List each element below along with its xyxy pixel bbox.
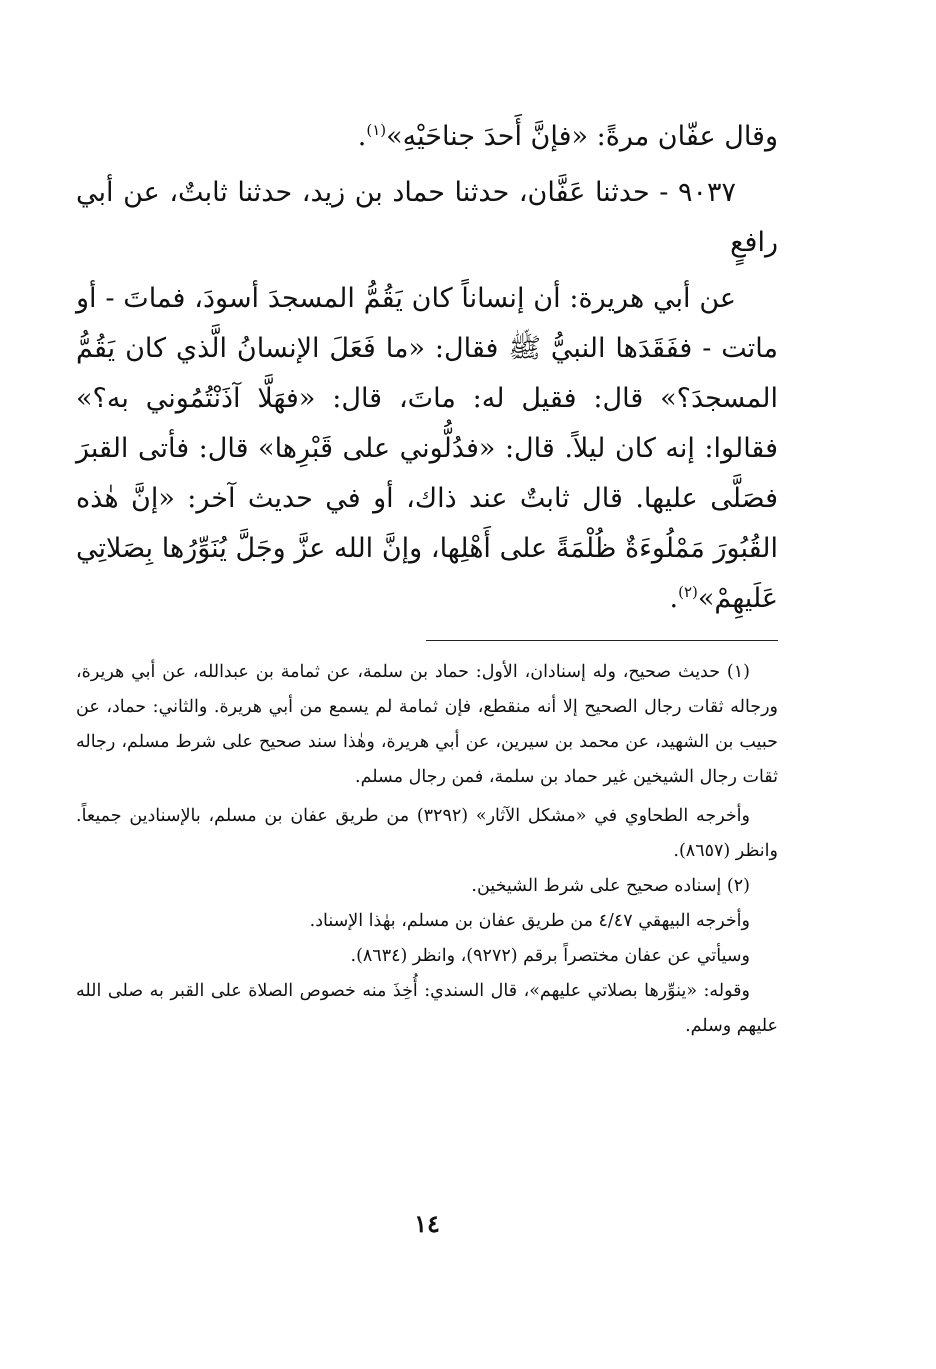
footnote-2-para-2: وأخرجه البيهقي ٤/٤٧ من طريق عفان بن مسلم، بهٰذا الإسناد. — [309, 911, 750, 931]
hadith-paragraph-text: عن أبي هريرة: أن إنساناً كان يَقُمُّ المسجدَ أسودَ، فماتَ - أو ماتت - ففَقَدَها النبيُّ ﷺ فقال: «ما فَعَلَ الإنسانُ الَّذي كان يَقُمُّ المسجدَ؟» قال: فقيل له: ماتَ، قال: «فهَلَّا آذَنْتُمُوني به؟» فقالوا: إنه كان ليلاً. قال: «فدُلُّوني على قَبْرِها» قال: فأتى القبرَ فصَلَّى عليها. قال ثابتٌ عند ذاك، أو في حديث آخر: «إنَّ هٰذه القُبُورَ مَمْلُوءَةٌ ظُلْمَةً على أَهْلِها، وإنَّ الله عزَّ وجَلَّ يُنَوِّرُها بِصَلاتِي عَلَيهِمْ» — [76, 283, 778, 614]
footnote-2-para-3: وسيأتي عن عفان مختصراً برقم (٩٢٧٢)، وانظر (٨٦٣٤). — [350, 946, 750, 966]
hadith-paragraph-end: . — [669, 583, 679, 614]
main-line-1-text: وقال عفّان مرةً: «فإنَّ أَحدَ جناحَيْهِ» — [386, 121, 778, 152]
footnote-ref-1: (١) — [366, 121, 387, 139]
footnote-1-para-1: (١) حديث صحيح، وله إسنادان، الأول: حماد بن سلمة، عن ثمامة بن عبدالله، عن أبي هريرة، ورجاله ثقات رجال الصحيح إلا أنه منقطع، فإن ثمامة لم يسمع من أبي هريرة. والثاني: حماد، عن حبيب بن الشهيد، عن محمد بن سيرين، عن أبي هريرة، وهٰذا سند صحيح على شرط مسلم، رجاله ثقات رجال الشيخين غير حماد بن سلمة، فمن رجال مسلم. — [76, 662, 778, 787]
book-page — [76, 112, 778, 1262]
footnote-2-para-4: وقوله: «ينوِّرها بصلاتي عليهم»، قال السندي: أُخِذَ منه خصوص الصلاة على القبر به صلى الله عليهم وسلم. — [76, 981, 778, 1036]
hadith-paragraph — [76, 274, 778, 624]
footnote-divider — [426, 640, 778, 641]
page-number: ١٤ — [414, 1209, 440, 1238]
hadith-chain: ٩٠٣٧ - حدثنا عَفَّان، حدثنا حماد بن زيد، حدثنا ثابتٌ، عن أبي رافعٍ — [76, 177, 778, 258]
footnote-1-para-2: وأخرجه الطحاوي في «مشكل الآثار» (٣٢٩٢) من طريق عفان بن مسلم، بالإسنادين جميعاً. وانظر (٨٦٥٧). — [76, 806, 778, 861]
main-text — [76, 112, 778, 624]
footnotes — [76, 655, 778, 1044]
footnote-2-para-1: (٢) إسناده صحيح على شرط الشيخين. — [471, 876, 750, 896]
footnote-ref-2: (٢) — [678, 583, 698, 601]
main-line-1-end: . — [357, 121, 367, 152]
main-line-1 — [76, 112, 778, 162]
